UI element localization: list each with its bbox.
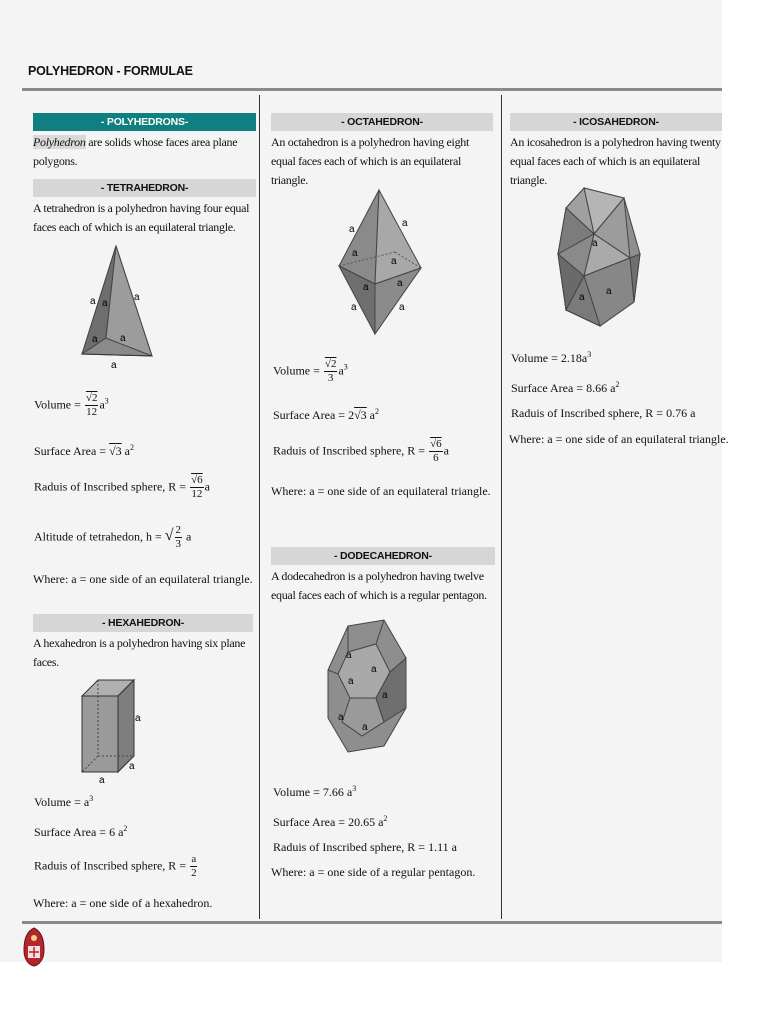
icosa-volume-formula: Volume = $2.18a^3$ <box>511 350 592 365</box>
tetrahedron-definition: A tetrahedron is a polyhedron having four equal faces each of which is an equilateral triangle. <box>33 201 250 234</box>
icosahedron-header: - ICOSAHEDRON- <box>510 113 722 131</box>
polyhedron-term: Polyhedron <box>33 135 86 149</box>
dodeca-radius-formula: Raduis of Inscribed sphere, R = 1.11 a <box>273 840 457 854</box>
icosa-surface-formula: Surface Area = 8.66 $a^2$ <box>511 380 620 395</box>
octa-volume-formula: Volume = √ $\frac{2}{3}$ $a^3$ <box>273 358 348 385</box>
edge-label: a <box>363 282 369 293</box>
bottom-rule <box>22 921 722 924</box>
icosa-where-note: Where: a = one side of an equilateral triangle. <box>509 432 729 446</box>
edge-label: a <box>90 296 96 307</box>
octa-surface-formula: Surface Area = 2√ 3 $a^2$ <box>273 407 379 423</box>
edge-label: a <box>397 278 403 289</box>
dodeca-where-note: Where: a = one side of a regular pentagon. <box>271 865 476 879</box>
hexahedron-definition: A hexahedron is a polyhedron having six plane faces. <box>33 636 246 669</box>
column-1 <box>33 113 256 171</box>
dodecahedron-section <box>271 547 495 605</box>
tetrahedron-header: - TETRAHEDRON- <box>33 179 256 197</box>
icosahedron-definition: An icosahedron is a polyhedron having twenty equal faces each of which is an equilateral triangle. <box>510 135 721 187</box>
dodeca-surface-formula: Surface Area = 20.65 $a^2$ <box>273 814 388 829</box>
edge-label: a <box>391 256 397 267</box>
top-rule <box>22 88 722 91</box>
edge-label: a <box>349 224 355 235</box>
polyhedron-definition <box>33 133 256 171</box>
edge-label: a <box>371 664 377 675</box>
hexa-radius-formula: Raduis of Inscribed sphere, R = $\frac{a}{2}$ <box>34 853 197 879</box>
edge-label: a <box>338 712 344 723</box>
dodecahedron-definition: A dodecahedron is a polyhedron having twelve equal faces each of which is a regular pentagon. <box>271 569 487 602</box>
hexahedron-header: - HEXAHEDRON- <box>33 614 253 632</box>
tetrahedron-section <box>33 179 256 237</box>
edge-label: a <box>129 761 135 772</box>
octahedron-header: - OCTAHEDRON- <box>271 113 493 131</box>
edge-label: a <box>352 248 358 259</box>
university-crest-logo <box>22 926 46 968</box>
octa-where-note: Where: a = one side of an equilateral triangle. <box>271 484 491 498</box>
octahedron-figure <box>335 188 427 336</box>
dodecahedron-header: - DODECAHEDRON- <box>271 547 495 565</box>
hexahedron-section <box>33 614 253 672</box>
dodeca-volume-formula: Volume = 7.66 $a^3$ <box>273 784 357 799</box>
edge-label: a <box>351 302 357 313</box>
edge-label: a <box>399 302 405 313</box>
edge-label: a <box>402 218 408 229</box>
edge-label: a <box>606 286 612 297</box>
octa-radius-formula: Raduis of Inscribed sphere, R = √ $\frac{6}{6}$ a <box>273 438 449 465</box>
polyhedrons-header: - POLYHEDRONS- <box>33 113 256 131</box>
edge-label: a <box>102 298 108 309</box>
edge-label: a <box>592 238 598 249</box>
column-divider-1 <box>259 95 260 919</box>
octahedron-definition: An octahedron is a polyhedron having eight equal faces each of which is an equilateral triangle. <box>271 135 470 187</box>
tetra-volume-formula: Volume = √ $\frac{2}{12}$ $a^3$ <box>34 392 109 419</box>
edge-label: a <box>134 292 140 303</box>
edge-label: a <box>579 292 585 303</box>
edge-label: a <box>346 650 352 661</box>
hexa-volume-formula: Volume = $a^3$ <box>34 794 94 809</box>
column-divider-2 <box>501 95 502 919</box>
tetra-radius-formula: Raduis of Inscribed sphere, R = √ $\frac{6}{12}$ a <box>34 474 210 501</box>
octahedron-section <box>271 113 493 190</box>
edge-label: a <box>111 360 117 370</box>
icosahedron-section <box>510 113 722 190</box>
edge-label: a <box>99 775 105 786</box>
polyhedron-def-text: are solids whose faces area plane polygons. <box>33 135 238 168</box>
edge-label: a <box>135 713 141 724</box>
hexahedron-figure <box>74 676 154 786</box>
icosahedron-figure <box>554 184 644 330</box>
hexa-surface-formula: Surface Area = 6 $a^2$ <box>34 824 128 839</box>
page-title: POLYHEDRON - FORMULAE <box>28 64 193 78</box>
tetra-surface-formula: Surface Area = √ 3 $a^2$ <box>34 443 134 459</box>
edge-label: a <box>92 334 98 345</box>
edge-label: a <box>348 676 354 687</box>
icosa-radius-formula: Raduis of Inscribed sphere, R = 0.76 a <box>511 406 696 420</box>
tetra-where-note: Where: a = one side of an equilateral triangle. <box>33 572 253 586</box>
edge-label: a <box>362 722 368 733</box>
tetra-altitude-formula: Altitude of tetrahedon, h = √ $\frac{2}{3}$ a <box>34 524 191 551</box>
dodecahedron-figure <box>326 618 412 754</box>
edge-label: a <box>120 333 126 344</box>
edge-label: a <box>382 690 388 701</box>
tetrahedron-figure <box>78 244 158 370</box>
hexa-where-note: Where: a = one side of a hexahedron. <box>33 896 213 910</box>
